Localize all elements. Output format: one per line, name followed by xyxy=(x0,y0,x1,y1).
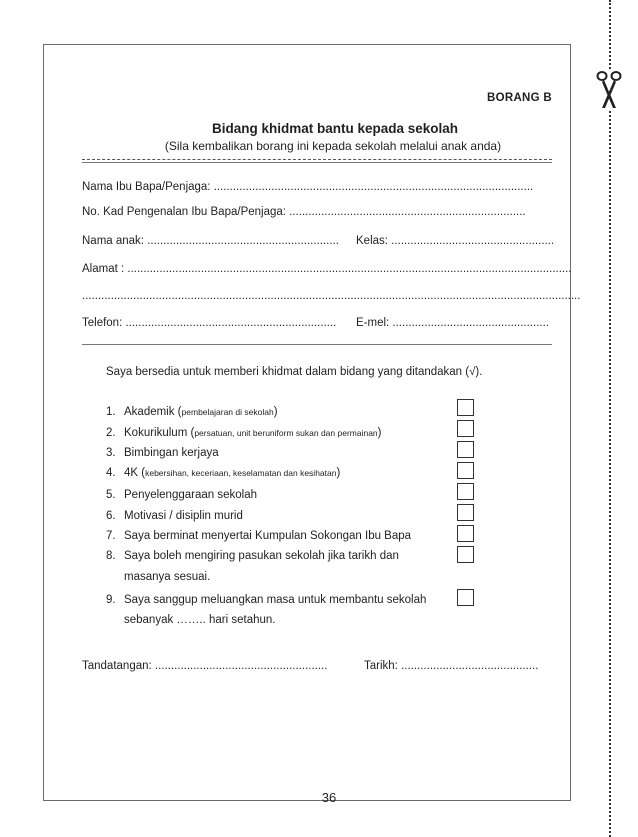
list-item: 9. Saya sanggup meluangkan masa untuk membantu sekolah xyxy=(106,594,427,606)
list-item: 8. Saya boleh mengiring pasukan sekolah jika tarikh dan xyxy=(106,550,399,562)
parent-name-field[interactable]: Nama Ibu Bapa/Penjaga: .................................................................................................... xyxy=(82,181,534,193)
class-field[interactable]: Kelas: ................................................... xyxy=(356,235,555,247)
date-field[interactable]: Tarikh: ........................................... xyxy=(364,660,539,672)
form-subtitle: (Sila kembalikan borang ini kepada sekolah melalui anak anda) xyxy=(164,139,502,153)
checkbox-bimbingan-kerjaya[interactable] xyxy=(457,441,474,458)
list-item: 3. Bimbingan kerjaya xyxy=(106,447,219,459)
checkbox-kokurikulum[interactable] xyxy=(457,420,474,437)
list-item: 4. 4K (kebersihan, keceriaan, keselamatan dan kesihatan) xyxy=(106,467,341,479)
page-number: 36 xyxy=(321,790,337,805)
list-item: 6. Motivasi / disiplin murid xyxy=(106,510,243,522)
list-item: 7. Saya berminat menyertai Kumpulan Sokongan Ibu Bapa xyxy=(106,530,412,542)
address-line2-field[interactable]: ............................................................................................................................................................ xyxy=(82,290,581,302)
checkbox-penyelenggaraan[interactable] xyxy=(457,483,474,500)
ic-number-field[interactable]: No. Kad Pengenalan Ibu Bapa/Penjaga: .......................................................................... xyxy=(82,206,526,218)
signature-field[interactable]: Tandatangan: ...................................................... xyxy=(82,660,328,672)
divider-middle xyxy=(82,344,552,345)
checkbox-mengiring-pasukan[interactable] xyxy=(457,546,474,563)
divider-dotted xyxy=(82,159,552,160)
list-item-continuation: sebanyak …….. hari setahun. xyxy=(124,614,276,626)
divider-top xyxy=(82,162,552,163)
intro-text: Saya bersedia untuk memberi khidmat dalam bidang yang ditandakan (√). xyxy=(106,366,483,378)
checkbox-4k[interactable] xyxy=(457,462,474,479)
list-item: 5. Penyelenggaraan sekolah xyxy=(106,489,257,501)
email-field[interactable]: E-mel: ................................................. xyxy=(356,317,549,329)
checkbox-kumpulan-sokongan[interactable] xyxy=(457,525,474,542)
scissors-icon xyxy=(594,70,624,110)
list-item: 2. Kokurikulum (persatuan, unit beruniform sukan dan permainan) xyxy=(106,427,382,439)
checkbox-meluangkan-masa[interactable] xyxy=(457,589,474,606)
form-frame xyxy=(43,44,571,801)
phone-field[interactable]: Telefon: .................................................................. xyxy=(82,317,337,329)
child-name-field[interactable]: Nama anak: ............................................................ xyxy=(82,235,339,247)
checkbox-motivasi[interactable] xyxy=(457,504,474,521)
form-title: Bidang khidmat bantu kepada sekolah xyxy=(211,121,459,136)
list-item-continuation: masanya sesuai. xyxy=(124,571,211,583)
checkbox-akademik[interactable] xyxy=(457,399,474,416)
address-field[interactable]: Alamat : ........................................................................................................................................... xyxy=(82,263,572,275)
list-item: 1. Akademik (pembelajaran di sekolah) xyxy=(106,406,278,418)
form-label: BORANG B xyxy=(487,92,553,104)
